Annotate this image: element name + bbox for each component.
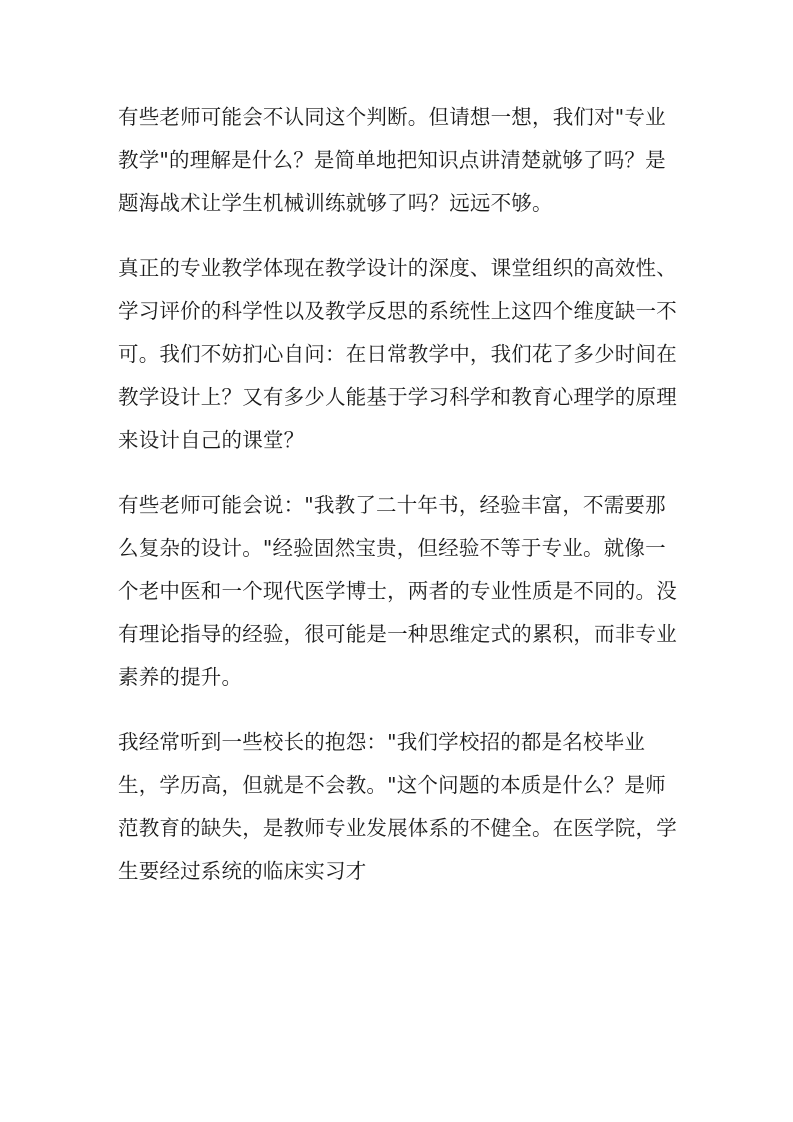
- paragraph: 有些老师可能会说："我教了二十年书，经验丰富，不需要那么复杂的设计。"经验固然宝贵，但经验不等于专业。就像一个老中医和一个现代医学博士，两者的专业性质是不同的。没有理论指导的经验，很可能是一种思维定式的累积，而非专业素养的提升。: [118, 493, 677, 689]
- paragraph: 有些老师可能会不认同这个判断。但请想一想，我们对"专业教学"的理解是什么？是简单地把知识点讲清楚就够了吗？是题海战术让学生机械训练就够了吗？远远不够。: [118, 105, 666, 215]
- paragraph: 真正的专业教学体现在教学设计的深度、课堂组织的高效性、学习评价的科学性以及教学反思的系统性上这四个维度缺一不可。我们不妨扪心自问：在日常教学中，我们花了多少时间在教学设计上？又有多少人能基于学习科学和教育心理学的原理来设计自己的课堂？: [118, 256, 677, 452]
- paragraph: 我经常听到一些校长的抱怨："我们学校招的都是名校毕业生，学历高，但就是不会教。"这个问题的本质是什么？是师范教育的缺失，是教师专业发展体系的不健全。在医学院，学生要经过系统的临床实习才: [118, 730, 677, 883]
- document-text-body: [118, 96, 680, 893]
